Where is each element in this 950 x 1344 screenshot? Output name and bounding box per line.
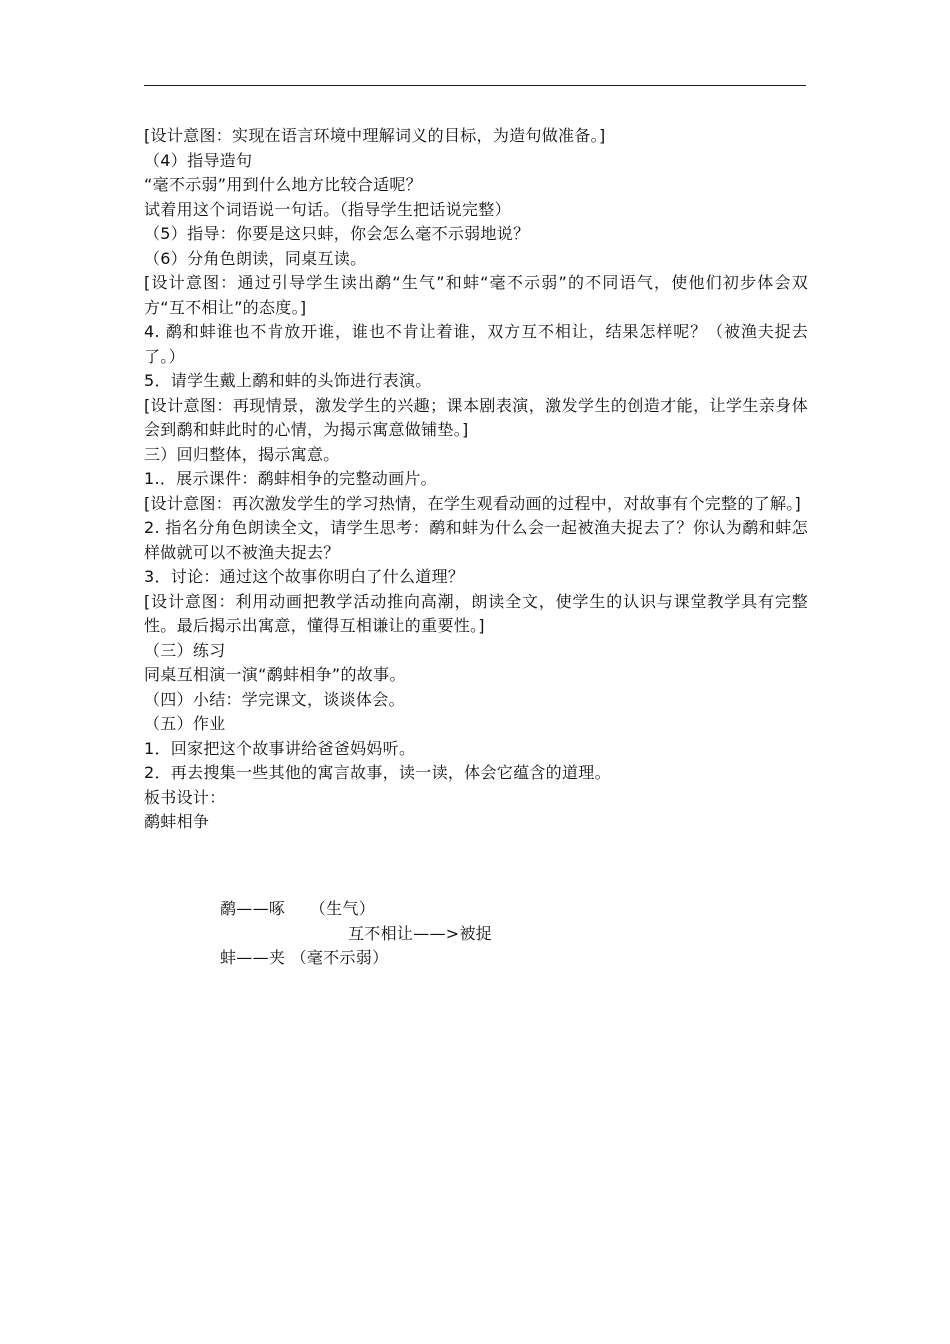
board-row-snipe: 鹬——啄 （生气） bbox=[220, 899, 376, 918]
board-row-clam: 蚌——夹 （毫不示弱） bbox=[220, 948, 389, 967]
design-intent-4: [设计意图：再次激发学生的学习热情，在学生观看动画的过程中，对故事有个完整的了解。] bbox=[144, 493, 802, 513]
design-intent-1: [设计意图：实现在语言环境中理解词义的目标，为造句做准备。] bbox=[144, 126, 606, 145]
item-5-text: 5．请学生戴上鹬和蚌的头饰进行表演。 bbox=[144, 371, 432, 390]
item-1-text: 1.．展示课件：鹬蚌相争的完整动画片。 bbox=[144, 469, 437, 488]
practice-heading: （三）练习 bbox=[144, 640, 226, 660]
board-title: 鹬蚌相争 bbox=[144, 812, 210, 831]
item-3-text: 3．讨论：通过这个故事你明白了什么道理？ bbox=[144, 567, 465, 586]
design-intent-3: [设计意图：再现情景，激发学生的兴趣；课本剧表演，激发学生的创造才能，让学生亲身体会到鹬和蚌此时的心情，为揭示寓意做铺垫。] bbox=[144, 395, 808, 439]
homework-item-2: 2．再去搜集一些其他的寓言故事，读一读，体会它蕴含的道理。 bbox=[144, 763, 611, 782]
instruction-text: 试着用这个词语说一句话。（指导学生把话说完整） bbox=[144, 199, 511, 219]
design-intent-5: [设计意图：利用动画把教学活动推向高潮，朗读全文，使学生的认识与课堂教学具有完整性。最后揭示出寓意，懂得互相谦让的重要性。] bbox=[144, 591, 808, 635]
board-design-label: 板书设计： bbox=[144, 787, 226, 807]
step-5-text: （5）指导：你要是这只蚌，你会怎么毫不示弱地说？ bbox=[144, 224, 530, 243]
item-2-text: 2. 指名分角色朗读全文，请学生思考：鹬和蚌为什么会一起被渔夫捉去了？你认为鹬和蚌怎样做就可以不被渔夫捉去？ bbox=[144, 518, 808, 562]
board-row-conflict: 互不相让——>被捉 bbox=[348, 924, 493, 943]
practice-text: 同桌互相演一演“鹬蚌相争”的故事。 bbox=[144, 665, 406, 684]
document-body bbox=[144, 124, 808, 835]
homework-heading: （五）作业 bbox=[144, 714, 226, 733]
step-4-heading: （4）指导造句 bbox=[144, 150, 253, 170]
step-6-text: （6）分角色朗读，同桌互读。 bbox=[144, 248, 367, 268]
item-4-text: 4. 鹬和蚌谁也不肯放开谁，谁也不肯让着谁，双方互不相让，结果怎样呢？（被渔夫捉去了。） bbox=[144, 322, 808, 366]
header-rule bbox=[144, 85, 806, 86]
summary-text: （四）小结：学完课文，谈谈体会。 bbox=[144, 689, 405, 709]
question-text: “毫不示弱”用到什么地方比较合适呢？ bbox=[144, 175, 422, 194]
section-3-heading: 三）回归整体，揭示寓意。 bbox=[144, 444, 340, 464]
design-intent-2: [设计意图：通过引导学生读出鹬“生气”和蚌“毫不示弱”的不同语气，使他们初步体会双方“互不相让”的态度。] bbox=[144, 273, 808, 317]
homework-item-1: 1．回家把这个故事讲给爸爸妈妈听。 bbox=[144, 738, 416, 758]
